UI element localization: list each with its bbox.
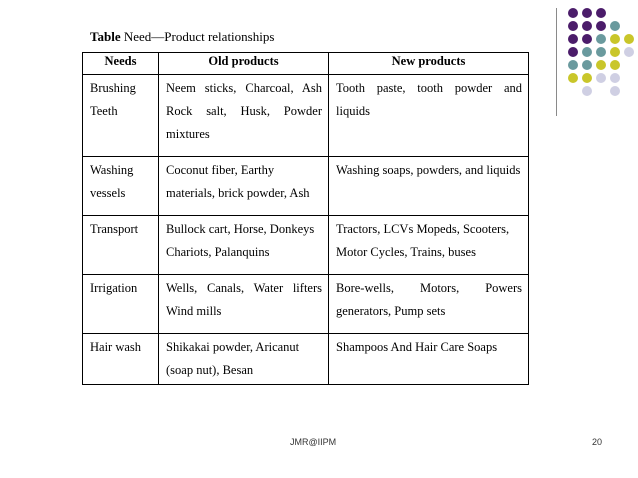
new-products-cell: Bore-wells, Motors, Powers generators, Pump sets (329, 275, 529, 334)
decor-dot (610, 73, 620, 83)
decor-dot (582, 34, 592, 44)
caption-label: Table (90, 29, 121, 44)
table-row (83, 275, 529, 334)
new-products-cell: Tooth paste, tooth powder and liquids (329, 75, 529, 157)
old-products-cell: Coconut fiber, Earthy materials, brick powder, Ash (159, 157, 329, 216)
decor-dot (624, 47, 634, 57)
decor-dot (568, 8, 578, 18)
decor-dot (610, 60, 620, 70)
decor-dot (582, 73, 592, 83)
table-row (83, 216, 529, 275)
header-new-products: New products (329, 53, 529, 75)
header-old-products: Old products (159, 53, 329, 75)
footer-text: JMR@IIPM (290, 437, 337, 447)
old-products-cell: Wells, Canals, Water lifters Wind mills (159, 275, 329, 334)
need-product-table (82, 52, 529, 385)
decor-dot (582, 21, 592, 31)
decor-dot (596, 34, 606, 44)
old-products-cell: Shikakai powder, Aricanut (soap nut), Besan (159, 334, 329, 385)
need-cell: Washing vessels (83, 157, 159, 216)
old-products-cell: Neem sticks, Charcoal, Ash Rock salt, Husk, Powder mixtures (159, 75, 329, 157)
decor-dot (596, 21, 606, 31)
table-row (83, 334, 529, 385)
divider-line (556, 8, 557, 116)
page-number: 20 (592, 437, 603, 447)
decor-dot (568, 21, 578, 31)
decor-dot (610, 34, 620, 44)
decor-dot (582, 86, 592, 96)
table-row (83, 157, 529, 216)
decor-dot (596, 8, 606, 18)
decor-dot (610, 47, 620, 57)
need-cell: Irrigation (83, 275, 159, 334)
need-cell: Hair wash (83, 334, 159, 385)
new-products-cell: Shampoos And Hair Care Soaps (329, 334, 529, 385)
caption-text: Need—Product relationships (120, 29, 275, 44)
decor-dot (624, 34, 634, 44)
need-cell: Transport (83, 216, 159, 275)
table-header-row (83, 53, 529, 75)
header-needs: Needs (83, 53, 159, 75)
decor-dot (568, 73, 578, 83)
decor-dot (582, 60, 592, 70)
decor-dot (596, 47, 606, 57)
decor-dot (596, 60, 606, 70)
old-products-cell: Bullock cart, Horse, Donkeys Chariots, Palanquins (159, 216, 329, 275)
decor-dot (568, 60, 578, 70)
decor-dot (582, 47, 592, 57)
new-products-cell: Tractors, LCVs Mopeds, Scooters, Motor Cycles, Trains, buses (329, 216, 529, 275)
decor-dot (582, 8, 592, 18)
table-caption (90, 29, 274, 45)
decor-dot (568, 34, 578, 44)
decor-dot (610, 86, 620, 96)
decorative-dot-grid (564, 6, 630, 106)
need-cell: Brushing Teeth (83, 75, 159, 157)
decor-dot (610, 21, 620, 31)
new-products-cell: Washing soaps, powders, and liquids (329, 157, 529, 216)
decor-dot (568, 47, 578, 57)
table-row (83, 75, 529, 157)
decor-dot (596, 73, 606, 83)
